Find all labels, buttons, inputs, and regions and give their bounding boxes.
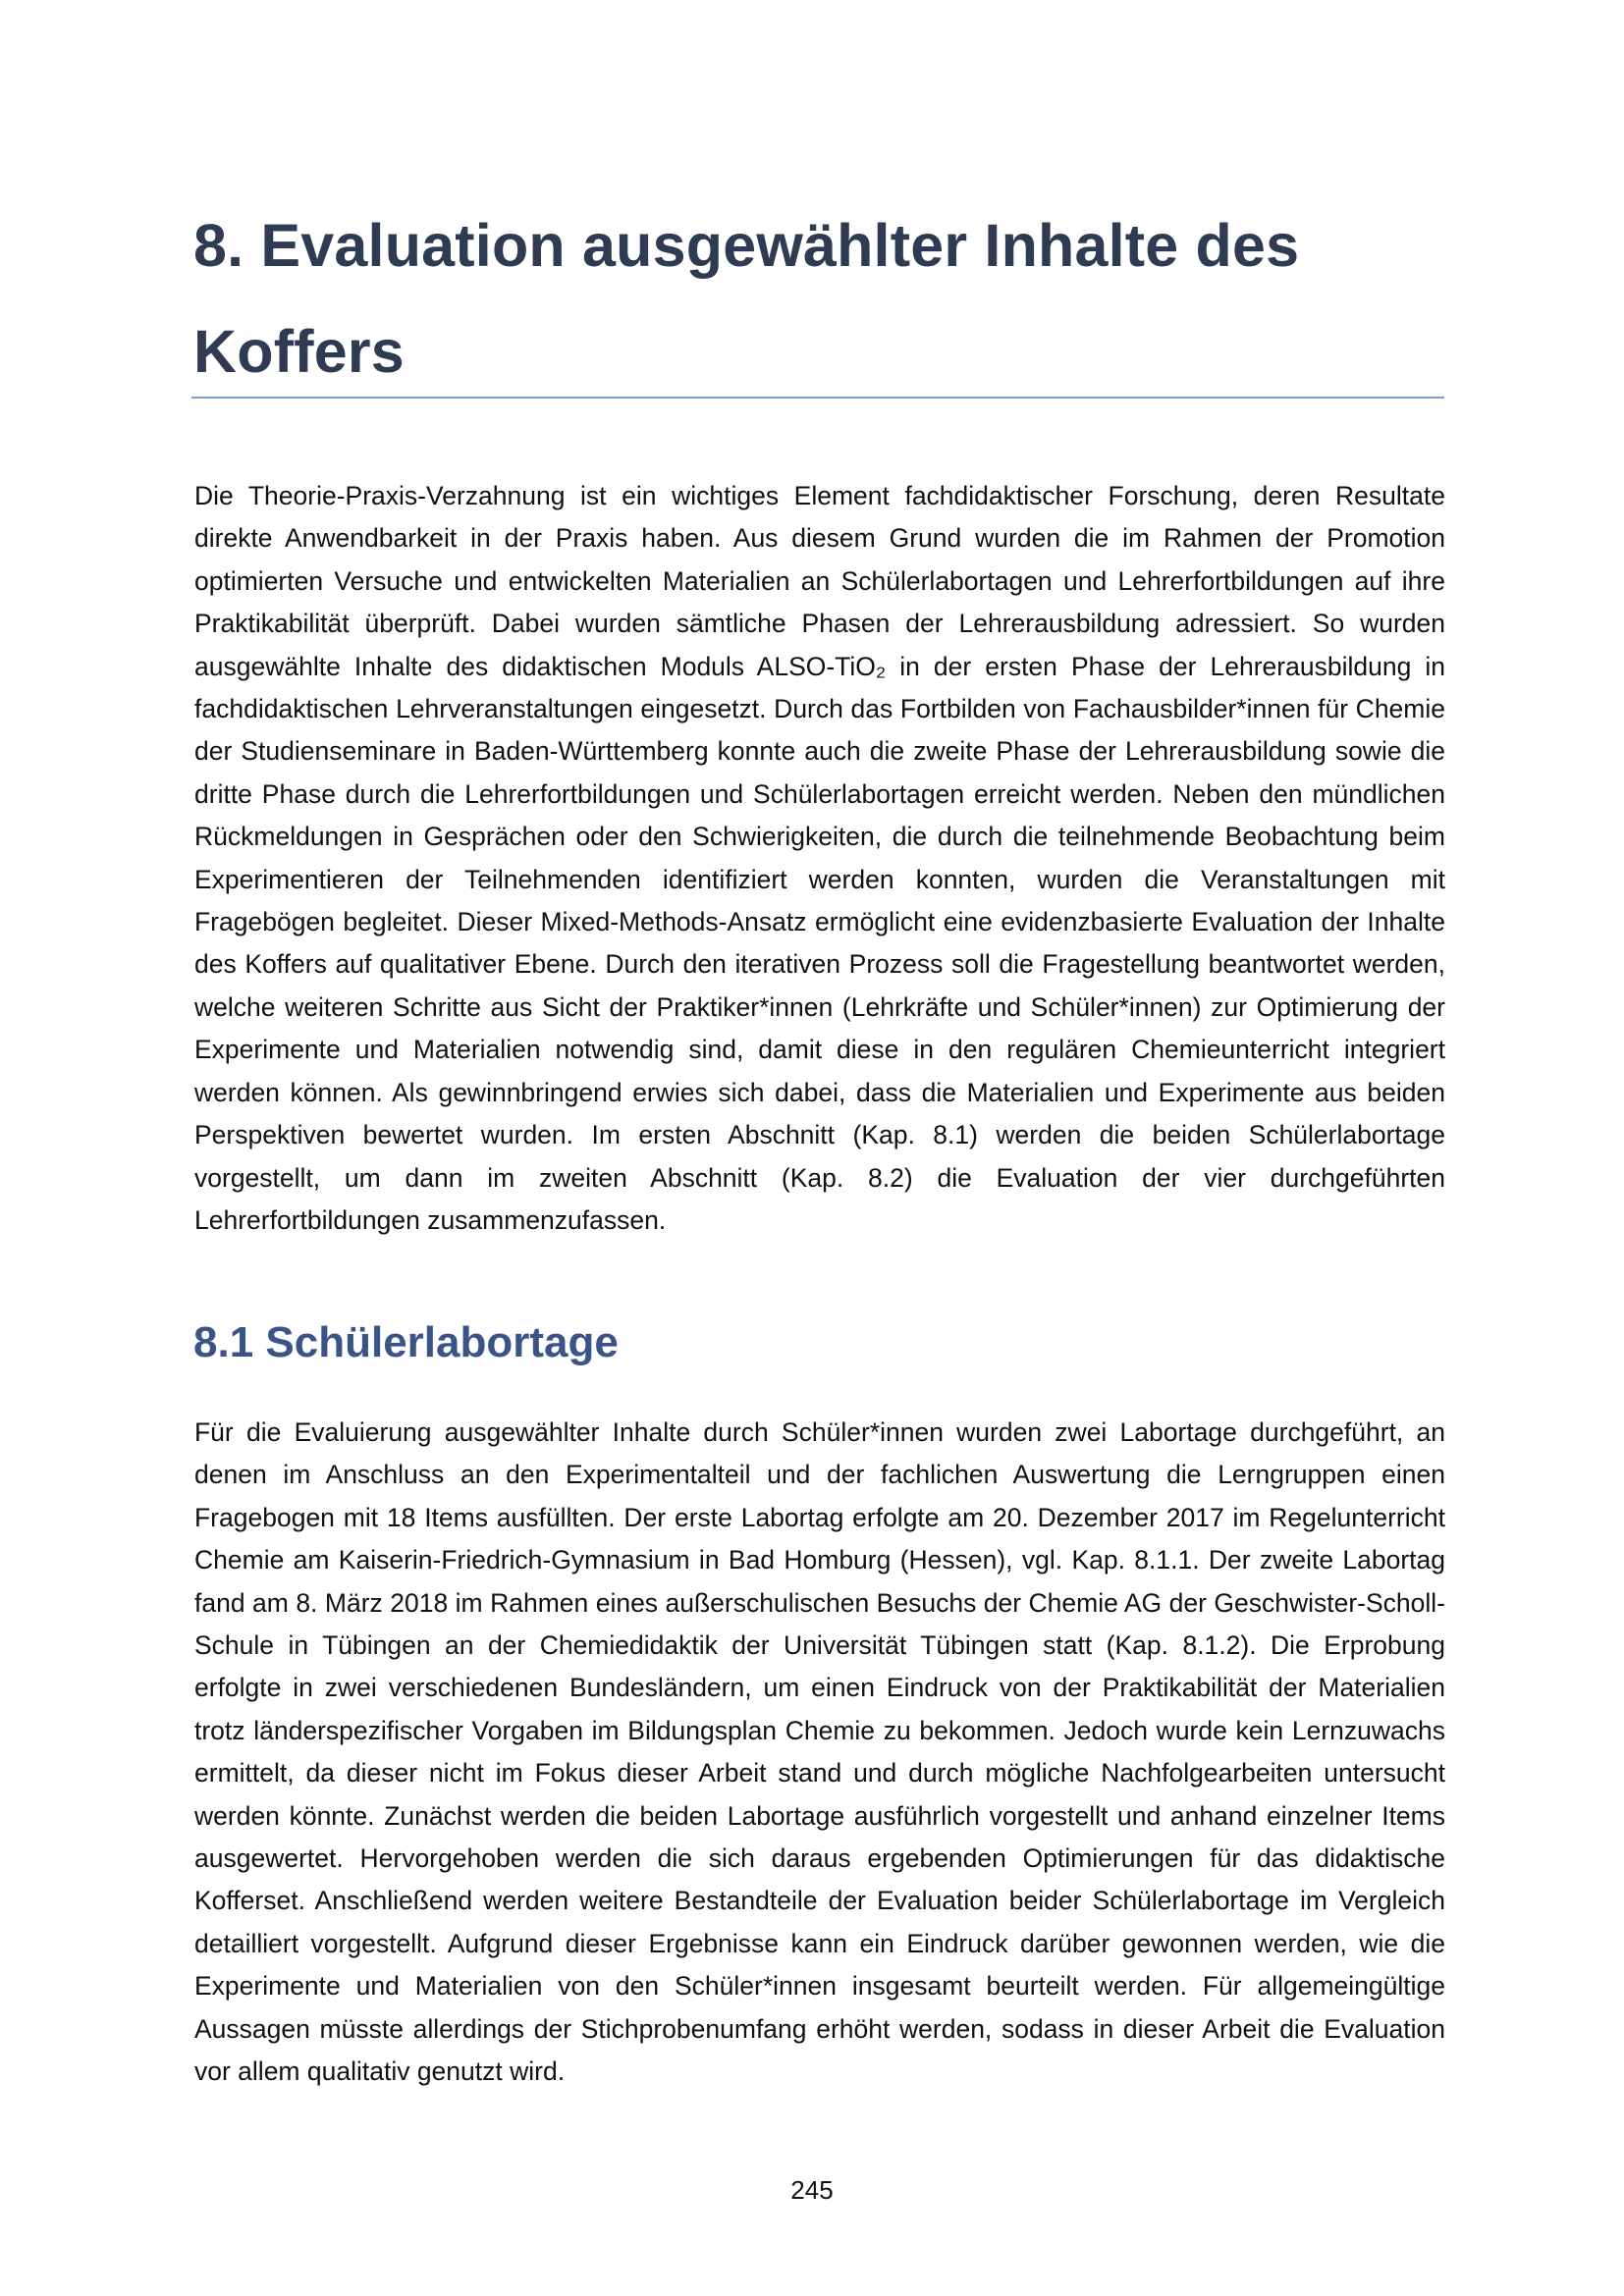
intro-paragraph: Die Theorie-Praxis-Verzahnung ist ein wichtiges Element fachdidaktischer Forschung, deren Resultate direkte Anwendbarkeit in der Praxis haben. Aus diesem Grund wurden die im Rahmen der Promotion optimierten Versuche und entwickelten Materialien an Schülerlabortagen und Lehrerfortbildungen auf ihre Praktikabilität überprüft. Dabei wurden sämtliche Phasen der Lehrerausbildung adressiert. So wurden ausgewählte Inhalte des didaktischen Moduls ALSO-TiO₂ in der ersten Phase der Lehrerausbildung in fachdidaktischen Lehrveranstaltungen eingesetzt. Durch das Fortbilden von Fachausbilder*innen für Chemie der Studienseminare in Baden-Württemberg konnte auch die zweite Phase der Lehrerausbildung sowie die dritte Phase durch die Lehrerfortbildungen und Schülerlabortagen erreicht werden. Neben den mündlichen Rückmeldungen in Gesprächen oder den Schwierigkeiten, die durch die teilnehmende Beobachtung beim Experimentieren der Teilnehmenden identifiziert werden konnten, wurden die Veranstaltungen mit Fragebögen begleitet. Dieser Mixed-Methods-Ansatz ermöglicht eine evidenzbasierte Evaluation der Inhalte des Koffers auf qualitativer Ebene. Durch den iterativen Prozess soll die Fragestellung beantwortet werden, welche weiteren Schritte aus Sicht der Praktiker*innen (Lehrkräfte und Schüler*innen) zur Optimierung der Experimente und Materialien notwendig sind, damit diese in den regulären Chemieunterricht integriert werden können. Als gewinnbringend erwies sich dabei, dass die Materialien und Experimente aus beiden Perspektiven bewertet wurden. Im ersten Abschnitt (Kap. 8.1) werden die beiden Schülerlabortage vorgestellt, um dann im zweiten Abschnitt (Kap. 8.2) die Evaluation der vier durchgeführten Lehrerfortbildungen zusammenzufassen. <box>194 481 1445 1235</box>
page-number: 245 <box>790 2175 834 2205</box>
title-divider <box>191 397 1444 399</box>
section-heading: 8.1 Schülerlabortage <box>193 1318 619 1366</box>
chapter-title: 8. Evaluation ausgewählter Inhalte des Koffers <box>193 212 1300 385</box>
section-paragraph: Für die Evaluierung ausgewählter Inhalte durch Schüler*innen wurden zwei Labortage durchgeführt, an denen im Anschluss an den Experimentalteil und der fachlichen Auswertung die Lerngruppen einen Fragebogen mit 18 Items ausfüllten. Der erste Labortag erfolgte am 20. Dezember 2017 im Regelunterricht Chemie am Kaiserin-Friedrich-Gymnasium in Bad Homburg (Hessen), vgl. Kap. 8.1.1. Der zweite Labortag fand am 8. März 2018 im Rahmen eines außerschulischen Besuchs der Chemie AG der Geschwister-Scholl-Schule in Tübingen an der Chemiedidaktik der Universität Tübingen statt (Kap. 8.1.2). Die Erprobung erfolgte in zwei verschiedenen Bundesländern, um einen Eindruck von der Praktikabilität der Materialien trotz länderspezifischer Vorgaben im Bildungsplan Chemie zu bekommen. Jedoch wurde kein Lernzuwachs ermittelt, da dieser nicht im Fokus dieser Arbeit stand und durch mögliche Nachfolgearbeiten untersucht werden könnte. Zunächst werden die beiden Labortage ausführlich vorgestellt und anhand einzelner Items ausgewertet. Hervorgehoben werden die sich daraus ergebenden Optimierungen für das didaktische Kofferset. Anschließend werden weitere Bestandteile der Evaluation beider Schülerlabortage im Vergleich detailliert vorgestellt. Aufgrund dieser Ergebnisse kann ein Eindruck darüber gewonnen werden, wie die Experimente und Materialien von den Schüler*innen insgesamt beurteilt werden. Für allgemeingültige Aussagen müsste allerdings der Stichprobenumfang erhöht werden, sodass in dieser Arbeit die Evaluation vor allem qualitativ genutzt wird. <box>194 1417 1445 2087</box>
